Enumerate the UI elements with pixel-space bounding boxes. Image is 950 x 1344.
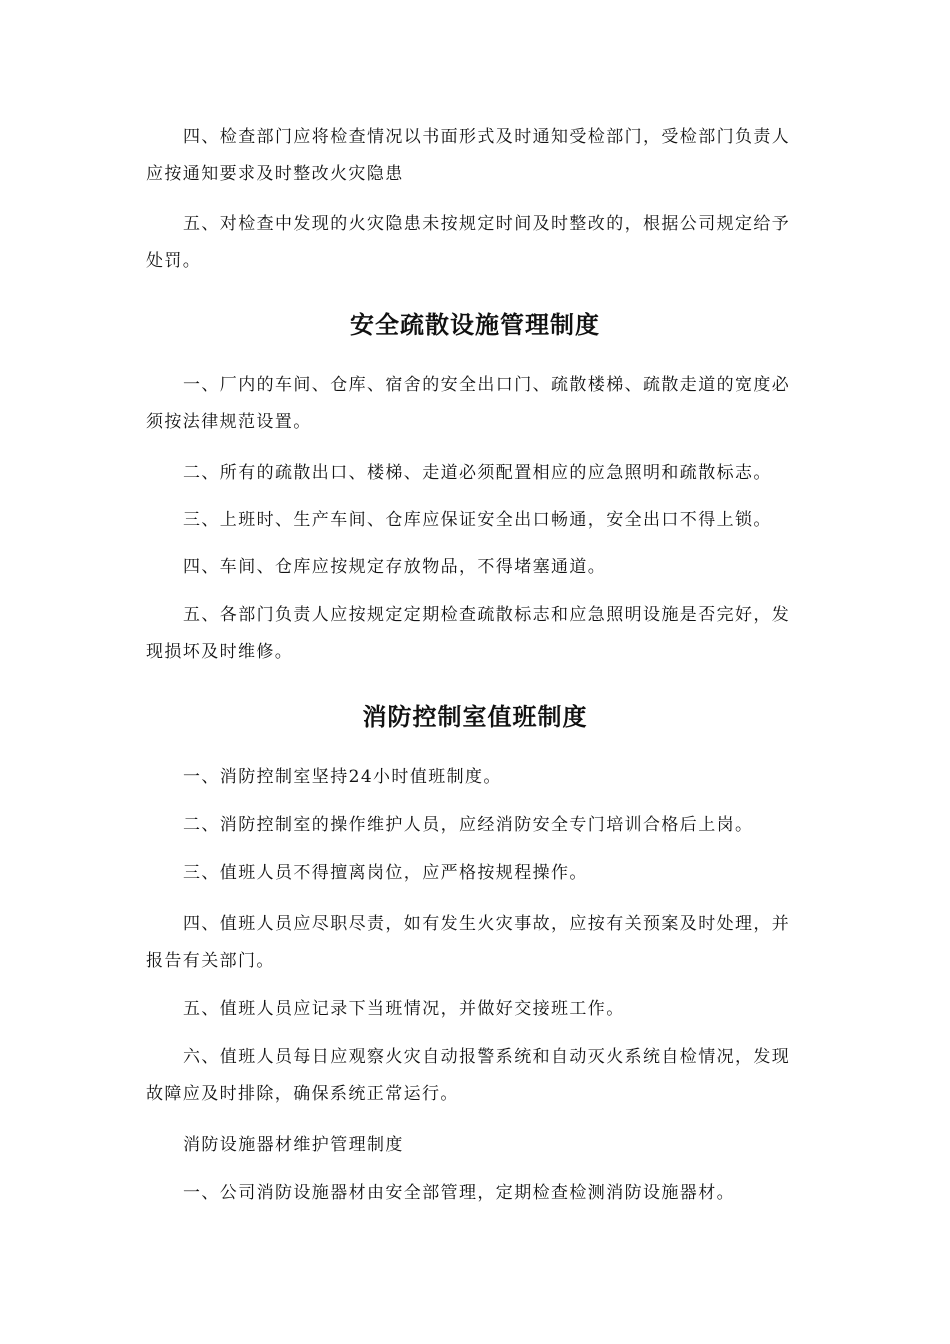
paragraph-evacuation-3: 三、上班时、生产车间、仓库应保证安全出口畅通，安全出口不得上锁。 (183, 510, 772, 530)
paragraph-control-room-1: 一、消防控制室坚持24小时值班制度。 (183, 767, 502, 787)
subheading-equipment: 消防设施器材维护管理制度 (183, 1135, 404, 1155)
paragraph-evacuation-1: 一、厂内的车间、仓库、宿舍的安全出口门、疏散楼梯、疏散走道的宽度必须按法律规范设置。 (146, 375, 791, 432)
paragraph-control-room-2: 二、消防控制室的操作维护人员，应经消防安全专门培训合格后上岗。 (183, 815, 754, 835)
paragraph-evacuation-2: 二、所有的疏散出口、楼梯、走道必须配置相应的应急照明和疏散标志。 (183, 463, 772, 483)
paragraph-evacuation-5: 五、各部门负责人应按规定定期检查疏散标志和应急照明设施是否完好，发现损坏及时维修。 (146, 605, 791, 662)
paragraph-control-room-3: 三、值班人员不得擅离岗位，应严格按规程操作。 (183, 863, 588, 883)
paragraph-control-room-6: 六、值班人员每日应观察火灾自动报警系统和自动灭火系统自检情况，发现故障应及时排除，确保系统正常运行。 (146, 1047, 791, 1104)
heading-control-room: 消防控制室值班制度 (362, 702, 588, 731)
paragraph-equipment-1: 一、公司消防设施器材由安全部管理，定期检查检测消防设施器材。 (183, 1183, 735, 1203)
paragraph-control-room-4: 四、值班人员应尽职尽责，如有发生火灾事故，应按有关预案及时处理，并报告有关部门。 (146, 914, 791, 971)
paragraph-inspection-4: 四、检查部门应将检查情况以书面形式及时通知受检部门，受检部门负责人应按通知要求及时整改火灾隐患 (146, 127, 791, 184)
heading-evacuation: 安全疏散设施管理制度 (350, 310, 600, 339)
paragraph-evacuation-4: 四、车间、仓库应按规定存放物品，不得堵塞通道。 (183, 557, 607, 577)
paragraph-inspection-5: 五、对检查中发现的火灾隐患未按规定时间及时整改的，根据公司规定给予处罚。 (146, 214, 791, 271)
paragraph-control-room-5: 五、值班人员应记录下当班情况，并做好交接班工作。 (183, 999, 625, 1019)
